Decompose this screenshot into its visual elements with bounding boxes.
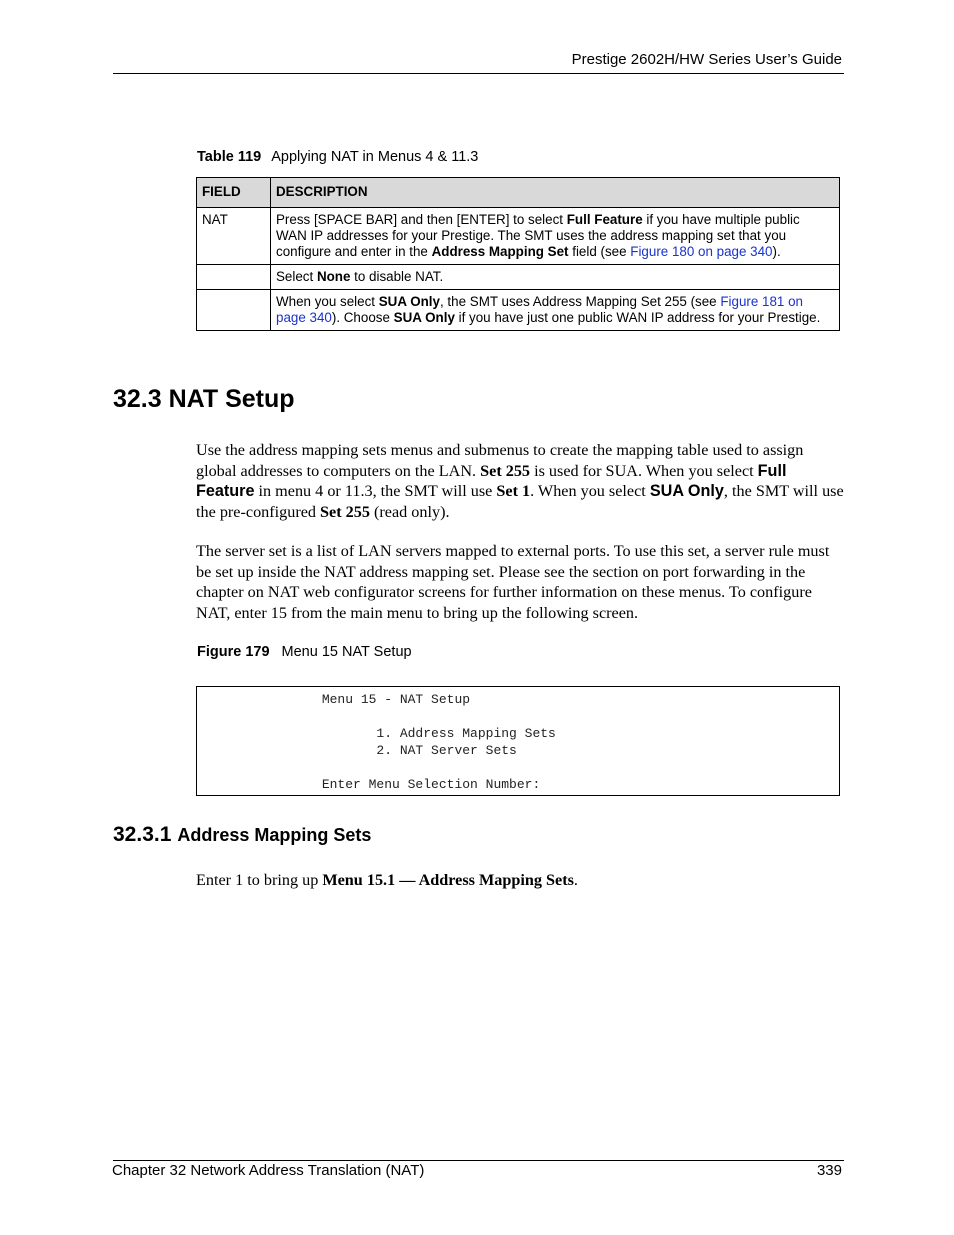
desc-text: Press [SPACE BAR] and then [ENTER] to select xyxy=(276,212,567,227)
para-text: in menu 4 or 11.3, the SMT will use xyxy=(254,482,497,500)
desc-text: field (see xyxy=(568,244,631,259)
menu-screen-text: Menu 15 - NAT Setup 1. Address Mapping Sets 2. NAT Server Sets Enter Menu Selection Number: xyxy=(321,692,556,792)
server-set-paragraph: The server set is a list of LAN servers mapped to external ports. To use this set, a server rule must be set up inside the NAT address mapping set. Please see the section on port forwarding in the chapter on NAT web configurator screens for further information on these menus. To configure NAT, enter 15 from the main menu to bring up the following screen. xyxy=(196,542,830,622)
para-text: . xyxy=(573,871,578,889)
figure-caption xyxy=(197,644,412,660)
desc-text: Select xyxy=(276,269,317,284)
table-header-description: DESCRIPTION xyxy=(271,178,840,208)
table-cell-field xyxy=(197,290,271,331)
menu-15-screen xyxy=(196,686,840,796)
table-cell-field: NAT xyxy=(197,208,271,265)
subsection-number: 32.3.1 xyxy=(113,823,172,846)
table-caption-text: Applying NAT in Menus 4 & 11.3 xyxy=(271,149,479,165)
table-row xyxy=(197,208,840,265)
table-caption xyxy=(197,149,478,165)
para-bold: Set 255 xyxy=(320,502,370,521)
para-text: is used for SUA. When you select xyxy=(530,461,758,480)
table-cell-field xyxy=(197,265,271,290)
table-header-row xyxy=(197,178,840,208)
enter-paragraph xyxy=(196,870,844,891)
desc-bold: None xyxy=(316,269,351,284)
table-row xyxy=(197,290,840,331)
table-cell-description xyxy=(271,208,840,265)
para-text: (read only). xyxy=(369,502,450,521)
footer-rule xyxy=(113,1160,844,1161)
desc-text: if you have just one public WAN IP address for your Prestige. xyxy=(454,310,821,325)
section-heading: 32.3 NAT Setup xyxy=(113,385,295,413)
desc-bold: SUA Only xyxy=(378,294,440,309)
subsection-title: Address Mapping Sets xyxy=(177,825,372,845)
para-bold-sans: SUA Only xyxy=(649,482,724,500)
para-text: . When you select xyxy=(530,482,650,500)
intro-paragraph xyxy=(196,440,844,522)
desc-bold: Full Feature xyxy=(566,212,643,227)
table-cell-description xyxy=(271,265,840,290)
table-caption-label: Table 119 xyxy=(197,149,262,165)
figure-caption-text: Menu 15 NAT Setup xyxy=(281,644,412,660)
nat-description-table xyxy=(196,177,840,331)
desc-bold: SUA Only xyxy=(393,310,455,325)
table-header-field: FIELD xyxy=(197,178,271,208)
para-bold: Menu 15.1 — Address Mapping Sets xyxy=(322,871,574,889)
desc-text: if you have multiple public WAN IP addresses for your Prestige. The SMT uses the address mapping set that you configure and enter in the xyxy=(276,212,800,259)
para-text: Use the address mapping sets menus and submenus to create the mapping table used to assign global addresses to computers on the LAN. xyxy=(196,441,804,480)
footer-page-number: 339 xyxy=(816,1162,842,1179)
para-bold: Set 1 xyxy=(496,482,531,500)
desc-bold: Address Mapping Set xyxy=(431,244,569,259)
subsection-heading xyxy=(113,823,371,847)
desc-text: ). xyxy=(772,244,781,259)
footer-chapter: Chapter 32 Network Address Translation (NAT) xyxy=(112,1162,425,1179)
table-row xyxy=(197,265,840,290)
desc-text: When you select xyxy=(276,294,379,309)
header-rule xyxy=(113,73,844,74)
page-header-title: Prestige 2602H/HW Series User’s Guide xyxy=(571,51,842,68)
desc-text: , the SMT uses Address Mapping Set 255 (see xyxy=(439,294,721,309)
para-text: , the SMT will use the pre-configured xyxy=(196,482,844,521)
para-bold-sans: Full Feature xyxy=(196,461,787,500)
desc-text: to disable NAT. xyxy=(350,269,444,284)
desc-text: ). Choose xyxy=(331,310,394,325)
para-text: Enter 1 to bring up xyxy=(196,871,323,889)
table-cell-description xyxy=(271,290,840,331)
figure-181-link[interactable]: Figure 181 on page 340 xyxy=(276,294,803,325)
para-bold: Set 255 xyxy=(480,461,531,480)
figure-180-link[interactable]: Figure 180 on page 340 xyxy=(630,244,773,259)
figure-caption-label: Figure 179 xyxy=(197,644,270,660)
